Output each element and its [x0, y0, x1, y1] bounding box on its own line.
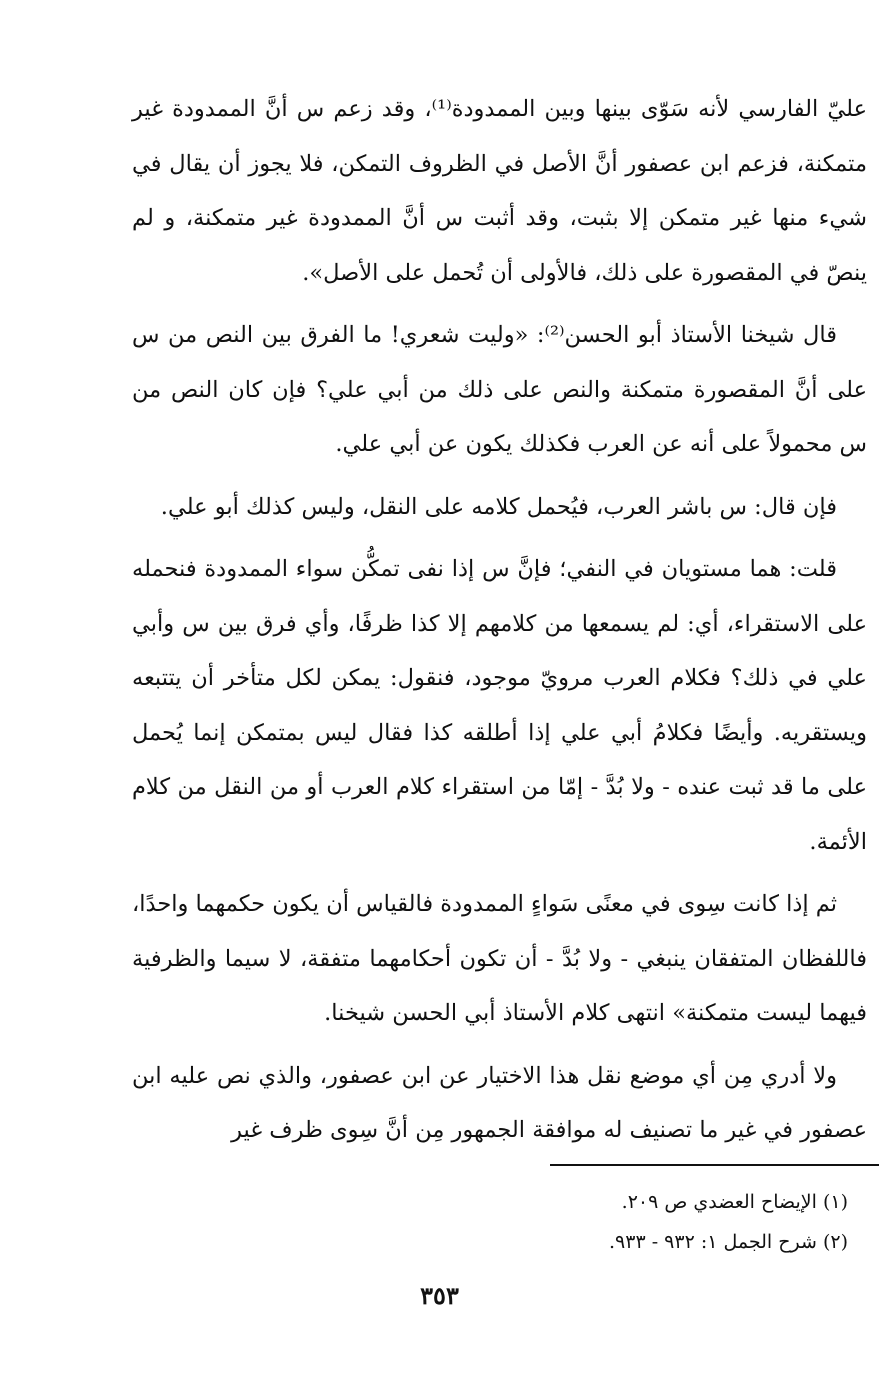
- paragraph-1: عليّ الفارسي لأنه سَوّى بينها وبين الممدودة⁽¹⁾، وقد زعم س أنَّ الممدودة غير متمكنة، فزعم ابن عصفور أنَّ الأصل في الظروف التمكن، فلا يجوز أن يقال في شيء منها غير متمكن إلا بثبت، وقد أثبت س أنَّ الممدودة غير متمكنة، و لم ينصّ في المقصورة على ذلك، فالأولى أن تُحمل على الأصل».: [132, 96, 867, 286]
- footnotes: [400, 1182, 848, 1262]
- footnote-2: (٢) شرح الجمل ١: ٩٣٢ - ٩٣٣.: [608, 1231, 848, 1253]
- paragraph-4: قلت: هما مستويان في النفي؛ فإنَّ س إذا نفى تمكُّن سواء الممدودة فنحمله على الاستقراء، أي: لم يسمعها من كلامهم إلا كذا ظرفًا، وأي فرق بين س وأبي علي في ذلك؟ فكلام العرب مرويّ موجود، فنقول: يمكن لكل متأخر أن يتتبعه ويستقريه. وأيضًا فكلامُ أبي علي إذا أطلقه كذا فقال ليس بمتمكن إنما يُحمل على ما قد ثبت عنده - ولا بُدَّ - إمّا من استقراء كلام العرب أو من النقل من كلام الأئمة.: [132, 556, 867, 855]
- page-number: ٣٥٣: [420, 1281, 459, 1310]
- paragraph-2: قال شيخنا الأستاذ أبو الحسن⁽²⁾: «وليت شعري! ما الفرق بين النص من س على أنَّ المقصورة متمكنة والنص على ذلك من أبي علي؟ فإن كان النص من س محمولاً على أنه عن العرب فكذلك يكون عن أبي علي.: [132, 322, 867, 457]
- footnote-1: (١) الإيضاح العضدي ص ٢٠٩.: [621, 1191, 848, 1213]
- paragraph-5: ثم إذا كانت سِوى في معنًى سَواءٍ الممدودة فالقياس أن يكون حكمهما واحدًا، فاللفظان المتفقان ينبغي - ولا بُدَّ - أن تكون أحكامهما متفقة، لا سيما والظرفية فيهما ليست متمكنة» انتهى كلام الأستاذ أبي الحسن شيخنا.: [132, 891, 867, 1026]
- main-text: [132, 82, 867, 1166]
- paragraph-6: ولا أدري مِن أي موضع نقل هذا الاختيار عن ابن عصفور، والذي نص عليه ابن عصفور في غير ما تصنيف له موافقة الجمهور مِن أنَّ سِوى ظرف غير: [132, 1062, 867, 1143]
- paragraph-3: فإن قال: س باشر العرب، فيُحمل كلامه على النقل، وليس كذلك أبو علي.: [160, 493, 837, 520]
- footnote-separator: [550, 1164, 879, 1166]
